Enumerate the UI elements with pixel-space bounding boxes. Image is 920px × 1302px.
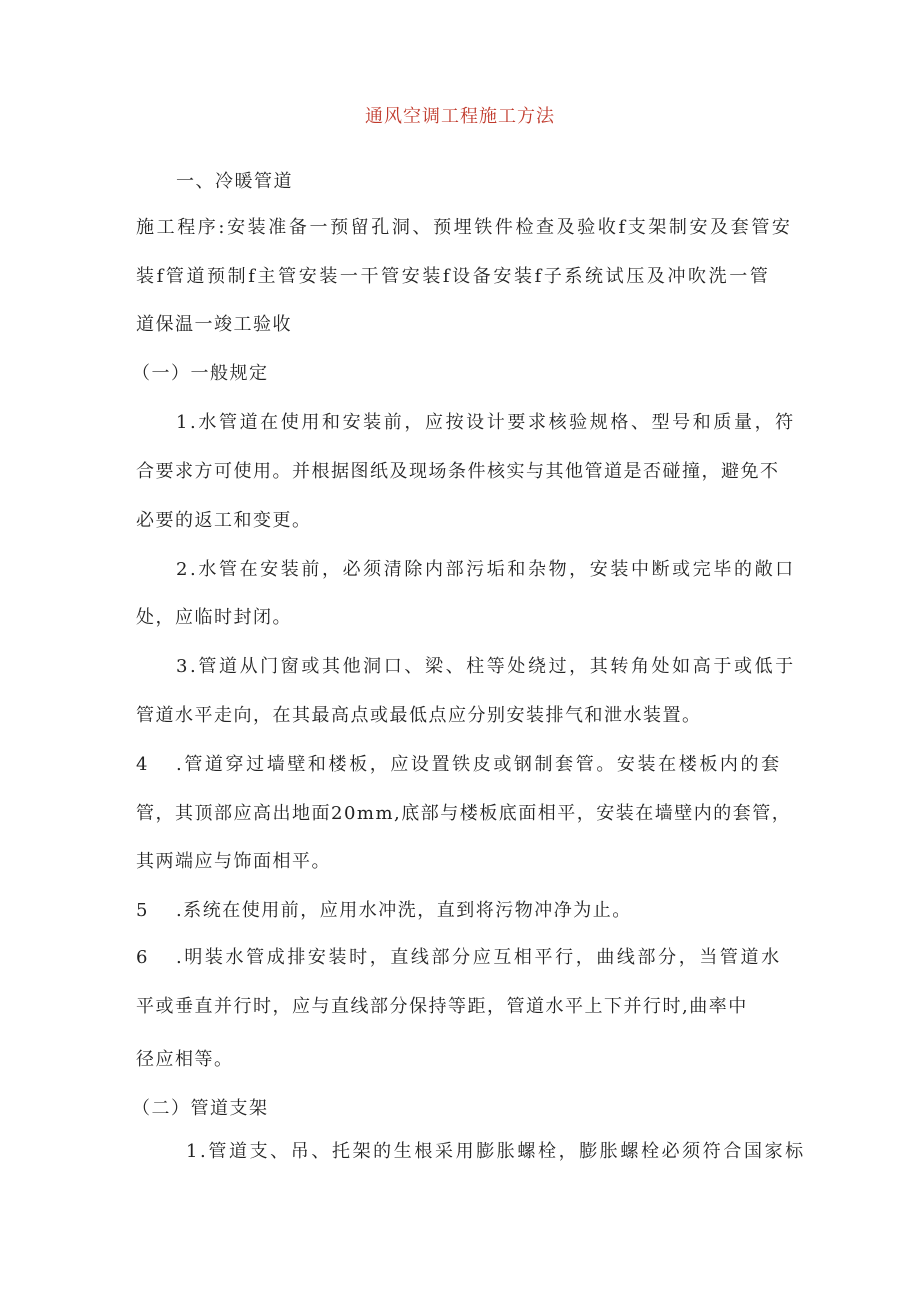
- item4-line-1: [136, 753, 782, 777]
- item6-line-2: 平或垂直并行时，应与直线部分保持等距，管道水平上下并行时,曲率中: [136, 996, 748, 1017]
- procedure-line-2: 装f管道预制f主管安装一干管安装f设备安装f子系统试压及冲吹洗一管: [136, 266, 771, 287]
- item4-line-2: 管，其顶部应高出地面20mm,底部与楼板底面相平，安装在墙壁内的套管，: [136, 803, 792, 824]
- item2-line-1: 2.水管在安装前，必须清除内部污垢和杂物，安装中断或完毕的敞口: [176, 559, 796, 580]
- item1-line-1: 1.水管道在使用和安装前，应按设计要求核验规格、型号和质量，符: [176, 412, 796, 433]
- document-title: 通风空调工程施工方法: [365, 106, 555, 127]
- item3-line-1: 3.管道从门窗或其他洞口、梁、柱等处绕过，其转角处如高于或低于: [176, 656, 796, 677]
- support-item1-line-1: 1.管道支、吊、托架的生根采用膨胀螺栓，膨胀螺栓必须符合国家标: [186, 1141, 806, 1162]
- item3-line-2: 管道水平走向，在其最高点或最低点应分别安装排气和泄水装置。: [136, 705, 702, 726]
- procedure-line-1: 施工程序:安装准备一预留孔洞、预埋铁件检查及验收f支架制安及套管安: [136, 217, 793, 238]
- item1-line-2: 合要求方可使用。并根据图纸及现场条件核实与其他管道是否碰撞，避免不: [136, 461, 780, 482]
- item6-text: .明装水管成排安装时，直线部分应互相平行，曲线部分，当管道水: [176, 947, 782, 968]
- item5-line: [136, 899, 632, 923]
- item4-number: 4: [136, 754, 151, 775]
- subsection-heading-pipe-supports: （二）管道支架: [132, 1098, 269, 1119]
- item4-line-3: 其两端应与饰面相平。: [136, 851, 331, 872]
- item5-text: .系统在使用前，应用水冲洗，直到将污物冲净为止。: [176, 900, 632, 921]
- item1-line-3: 必要的返工和变更。: [136, 510, 312, 531]
- item6-number: 6: [136, 947, 151, 968]
- item6-line-3: 径应相等。: [136, 1049, 234, 1070]
- procedure-line-3: 道保温一竣工验收: [136, 314, 292, 335]
- section-heading-cooling-heating-pipes: 一、冷暖管道: [176, 171, 293, 192]
- subsection-heading-general-rules: （一）一般规定: [132, 363, 269, 384]
- item6-line-1: [136, 946, 782, 970]
- item2-line-2: 处，应临时封闭。: [136, 607, 292, 628]
- item4-text: .管道穿过墙壁和楼板，应设置铁皮或钢制套管。安装在楼板内的套: [176, 754, 782, 775]
- item5-number: 5: [136, 900, 149, 921]
